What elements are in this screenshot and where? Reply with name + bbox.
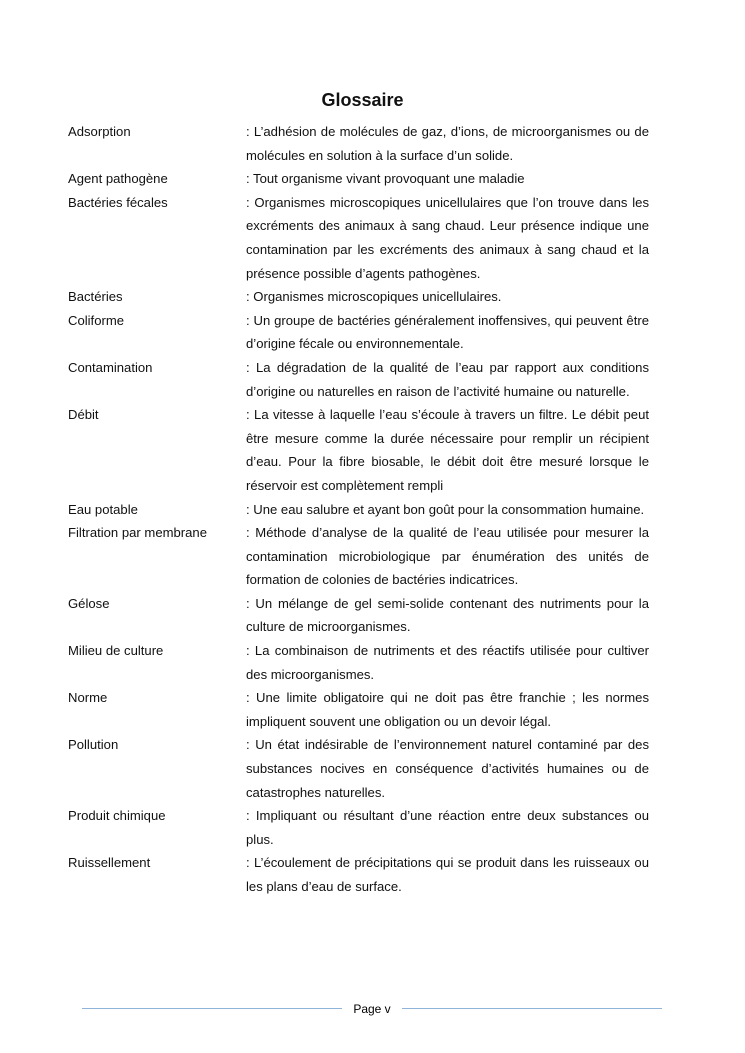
glossary-definition: : L’adhésion de molécules de gaz, d’ions, de microorganismes ou de molécules en solution à la surface d’un solide. [246,124,649,163]
glossary-entry [68,733,649,804]
glossary-term: Ruissellement [68,855,151,871]
glossary-term: Bactéries [68,289,123,305]
glossary-entry [68,191,649,285]
glossary-definition: : Méthode d’analyse de la qualité de l’eau utilisée pour mesurer la contamination microbiologique par énumération des unités de formation de colonies de bactéries indicatrices. [246,525,649,588]
glossary-definition: : L’écoulement de précipitations qui se produit dans les ruisseaux ou les plans d’eau de surface. [246,855,649,894]
glossary-entry [68,804,649,851]
glossary-term: Milieu de culture [68,643,164,659]
glossary-definition: : Une eau salubre et ayant bon goût pour la consommation humaine. [246,501,645,517]
glossary-term: Adsorption [68,124,131,139]
page-title: Glossaire [321,90,404,110]
glossary-definition: : Un mélange de gel semi-solide contenant des nutriments pour la culture de microorganismes. [246,595,649,635]
glossary-definition: : La vitesse à laquelle l’eau s’écoule à travers un filtre. Le débit peut être mesure comme la durée nécessaire pour remplir un récipient d’eau. Pour la fibre biosable, le débit doit être mesuré lorsque le réservoir est complètement rempli [246,407,649,493]
glossary-term: Pollution [68,737,119,753]
glossary-definition: : Une limite obligatoire qui ne doit pas être franchie ; les normes impliquent souvent une obligation ou un devoir légal. [246,690,649,729]
glossary-term: Débit [68,407,99,423]
glossary-term: Bactéries fécales [68,194,168,210]
glossary-entry [68,592,649,639]
glossary-term: Norme [68,690,108,706]
glossary-term: Coliforme [68,312,125,328]
glossary-list [68,120,649,899]
glossary-entry [68,120,649,167]
glossary-entry [68,403,649,497]
glossary-entry [68,309,649,356]
glossary-term: Contamination [68,359,153,375]
glossary-definition: : La dégradation de la qualité de l’eau par rapport aux conditions d’origine ou naturelles en raison de l’activité humaine ou naturelle. [246,359,649,399]
glossary-entry [68,285,649,309]
glossary-entry [68,167,649,191]
glossary-term: Produit chimique [68,808,166,824]
glossary-term: Filtration par membrane [68,525,207,541]
glossary-definition: : Un état indésirable de l’environnement naturel contaminé par des substances nocives en conséquence d’activités humaines ou de catastrophes naturelles. [246,737,649,800]
glossary-definition: : Organismes microscopiques unicellulaires. [246,289,502,305]
glossary-definition: : Organismes microscopiques unicellulaires que l’on trouve dans les excréments des animaux à sang chaud. Leur présence indique une contamination par les excréments des animaux à sang chaud et la présence possible d’agents pathogènes. [246,194,649,281]
glossary-term: Agent pathogène [68,171,168,187]
glossary-term: Gélose [68,595,110,611]
glossary-definition: : Tout organisme vivant provoquant une maladie [246,171,525,187]
glossary-entry [68,521,649,592]
glossary-term: Eau potable [68,501,138,517]
page-number: Page v [353,1002,391,1016]
footer-rule-right [402,1008,662,1009]
glossary-definition: : La combinaison de nutriments et des réactifs utilisée pour cultiver des microorganismes. [246,643,649,682]
page-footer [82,1000,662,1018]
glossary-definition: : Un groupe de bactéries généralement inoffensives, qui peuvent être d’origine fécale ou environnementale. [246,312,649,352]
glossary-definition: : Impliquant ou résultant d’une réaction entre deux substances ou plus. [246,808,649,847]
footer-rule-left [82,1008,342,1009]
glossary-entry [68,498,649,522]
glossary-entry [68,851,649,898]
glossary-entry [68,639,649,686]
glossary-entry [68,686,649,733]
glossary-entry [68,356,649,403]
